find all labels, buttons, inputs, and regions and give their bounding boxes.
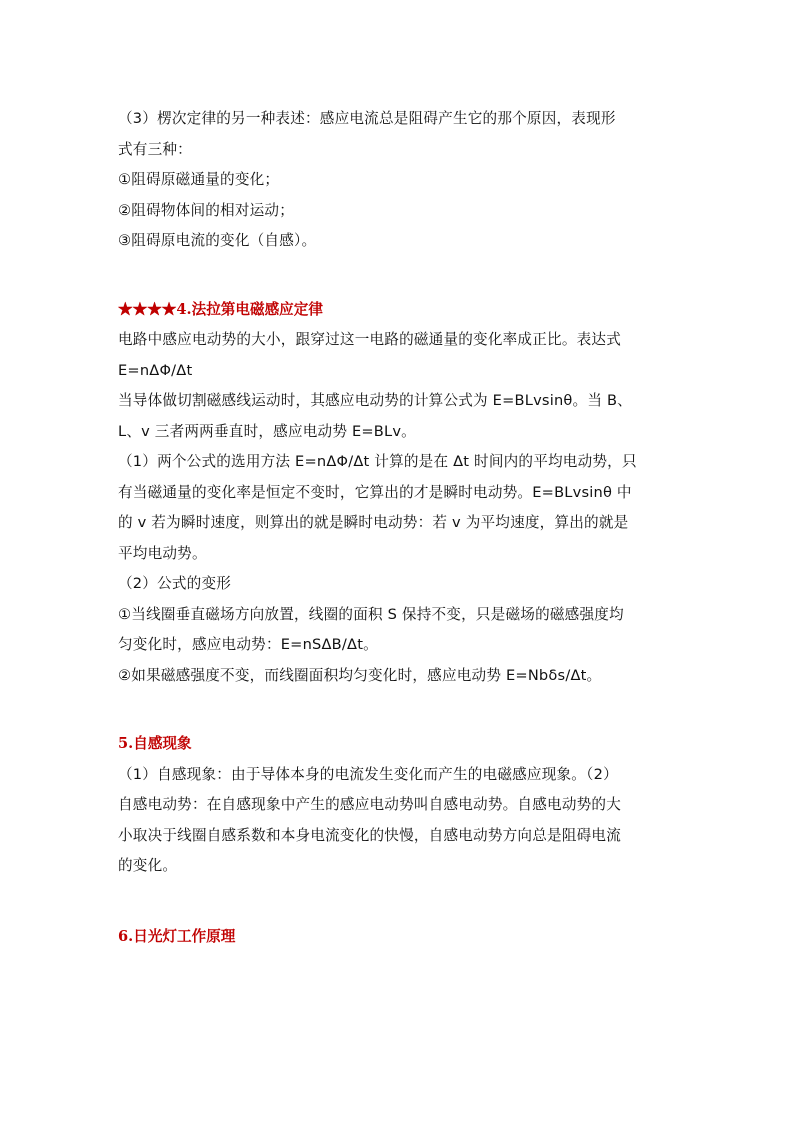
paragraph-line: L、v 三者两两垂直时，感应电动势 E=BLv。	[118, 422, 416, 440]
paragraph-line: 小取决于线圈自感系数和本身电流变化的快慢，自感电动势方向总是阻碍电流	[118, 826, 621, 844]
paragraph-line: （3）楞次定律的另一种表述：感应电流总是阻碍产生它的那个原因，表现形	[118, 110, 616, 127]
list-item: ①阻碍原磁通量的变化；	[118, 171, 280, 188]
paragraph-line: （1）自感现象：由于导体本身的电流发生变化而产生的电磁感应现象。（2）	[118, 765, 618, 783]
paragraph-line: 平均电动势。	[118, 544, 207, 562]
paragraph-line: 有当磁通量的变化率是恒定不变时，它算出的才是瞬时电动势。E=BLvsinθ 中	[118, 483, 632, 501]
paragraph-line: 的变化。	[118, 857, 178, 874]
fluorescent-lamp-section	[118, 922, 678, 953]
document-page	[118, 104, 678, 952]
list-item: ②阻碍物体间的相对运动；	[118, 201, 295, 219]
paragraph-line: 式有三种：	[118, 140, 192, 158]
paragraph-line: （1）两个公式的选用方法 E=nΔΦ/Δt 计算的是在 Δt 时间内的平均电动势，只	[118, 453, 637, 470]
section-heading: 6.日光灯工作原理	[118, 927, 236, 945]
list-item: ①当线圈垂直磁场方向放置，线圈的面积 S 保持不变，只是磁场的磁感强度均	[118, 605, 624, 623]
paragraph-line: 自感电动势：在自感现象中产生的感应电动势叫自感电动势。自感电动势的大	[118, 796, 621, 813]
lenz-law-section	[118, 104, 678, 257]
list-item: ②如果磁感强度不变，而线圈面积均匀变化时，感应电动势 E=Nbδs/Δt。	[118, 666, 602, 684]
self-induction-section	[118, 729, 678, 882]
paragraph-line: 的 v 若为瞬时速度，则算出的就是瞬时电动势：若 v 为平均速度，算出的就是	[118, 514, 629, 531]
formula-line: E=nΔΦ/Δt	[118, 361, 193, 379]
section-heading: 5.自感现象	[118, 735, 192, 752]
paragraph-line: 电路中感应电动势的大小，跟穿过这一电路的磁通量的变化率成正比。表达式	[118, 331, 621, 348]
faraday-law-section	[118, 295, 678, 692]
list-item: ③阻碍原电流的变化（自感）。	[118, 232, 317, 249]
paragraph-line: 匀变化时，感应电动势：E=nSΔB/Δt。	[118, 636, 378, 653]
section-heading: ★★★★4.法拉第电磁感应定律	[118, 300, 323, 318]
paragraph-line: 当导体做切割磁感线运动时，其感应电动势的计算公式为 E=BLvsinθ。当 B、	[118, 392, 632, 409]
paragraph-line: （2）公式的变形	[118, 575, 232, 592]
